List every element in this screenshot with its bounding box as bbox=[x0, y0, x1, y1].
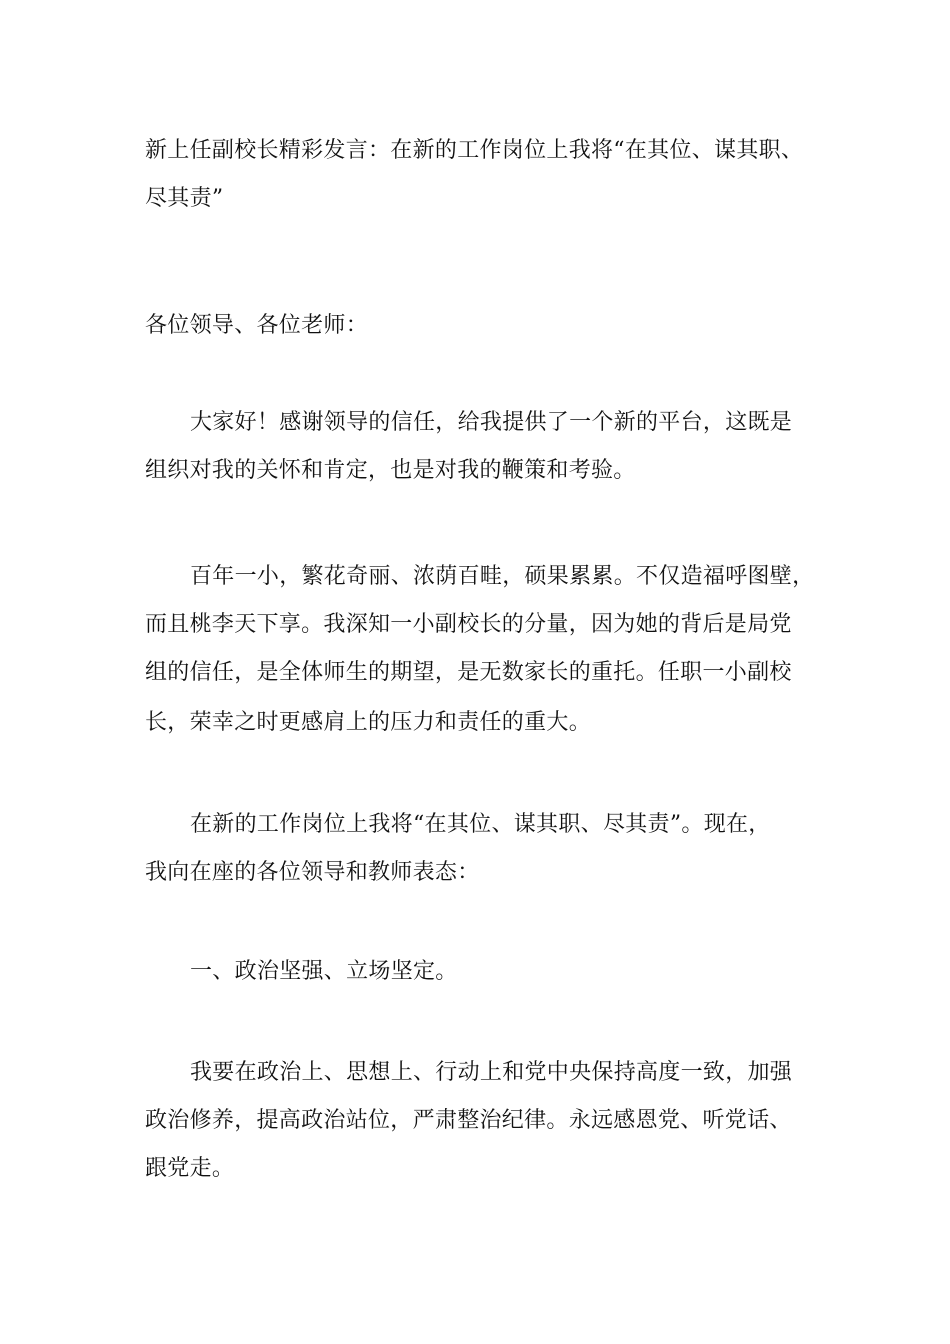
paragraph-5-line-3: 跟党走。 bbox=[145, 1156, 235, 1181]
paragraph-2-line-3: 组的信任，是全体师生的期望，是无数家长的重托。任职一小副校 bbox=[145, 660, 792, 685]
paragraph-5-line-2: 政治修养，提高政治站位，严肃整治纪律。永远感恩党、听党话、 bbox=[145, 1108, 792, 1133]
salutation: 各位领导、各位老师： bbox=[145, 313, 369, 338]
paragraph-5-line-1: 我要在政治上、思想上、行动上和党中央保持高度一致，加强 bbox=[190, 1060, 793, 1085]
section-heading-1: 一、政治坚强、立场坚定。 bbox=[190, 959, 458, 984]
paragraph-1-line-2: 组织对我的关怀和肯定，也是对我的鞭策和考验。 bbox=[145, 458, 636, 483]
paragraph-3-line-1: 在新的工作岗位上我将“在其位、谋其职、尽其责”。现在， bbox=[190, 812, 771, 837]
paragraph-2-line-2: 而且桃李天下享。我深知一小副校长的分量，因为她的背后是局党 bbox=[145, 612, 792, 637]
paragraph-3-line-2: 我向在座的各位领导和教师表态： bbox=[145, 860, 480, 885]
paragraph-2-line-1: 百年一小，繁花奇丽、浓荫百畦，硕果累累。不仅造福呼图壁， bbox=[190, 564, 815, 589]
paragraph-1-line-1: 大家好！感谢领导的信任，给我提供了一个新的平台，这既是 bbox=[190, 410, 793, 435]
document-title-line-2: 尽其责” bbox=[145, 186, 224, 211]
paragraph-2-line-4: 长，荣幸之时更感肩上的压力和责任的重大。 bbox=[145, 710, 592, 735]
document-title-line-1: 新上任副校长精彩发言：在新的工作岗位上我将“在其位、谋其职、 bbox=[145, 138, 804, 163]
